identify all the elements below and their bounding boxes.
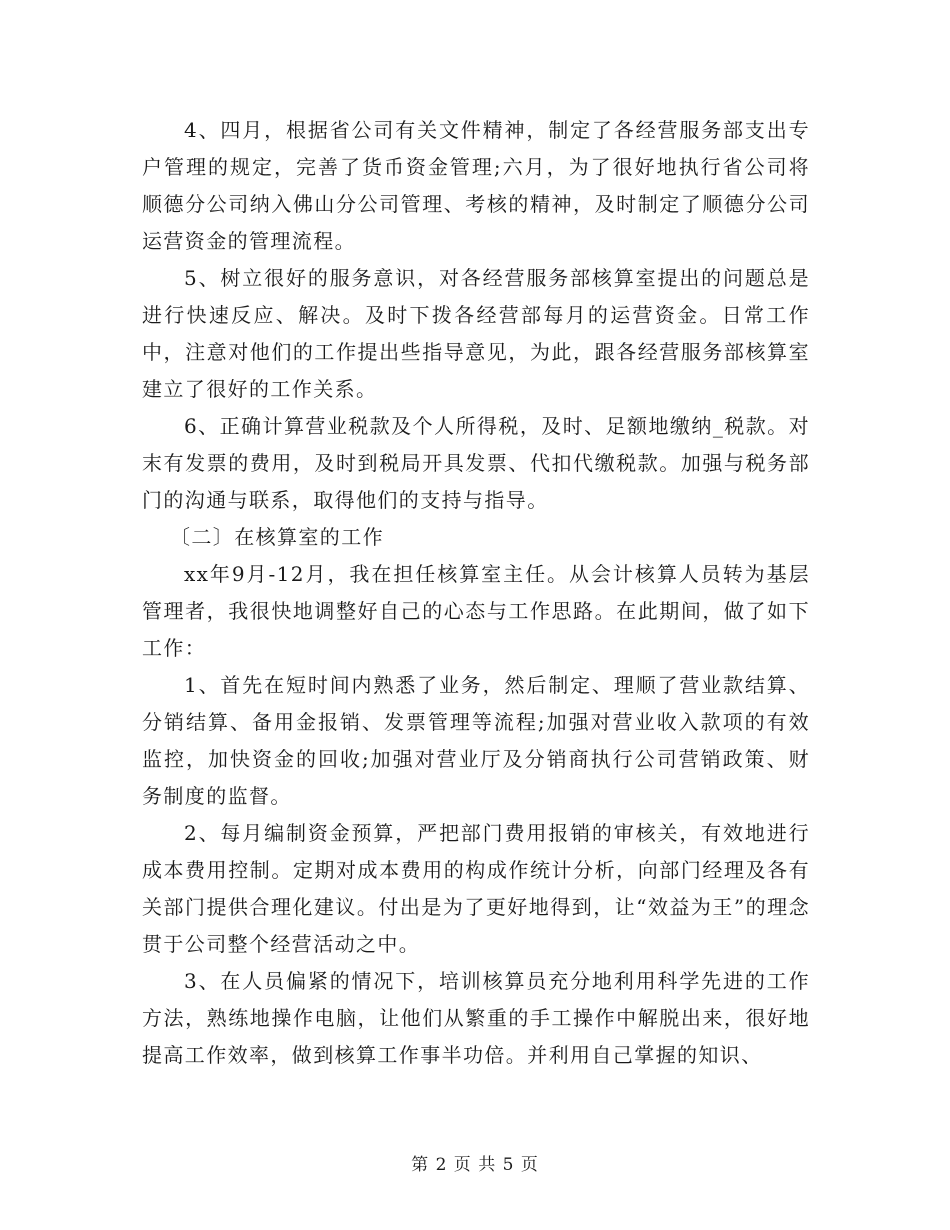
paragraph-item-4: 4、四月，根据省公司有关文件精神，制定了各经营服务部支出专户管理的规定，完善了货币资金管理;六月，为了很好地执行省公司将顺德分公司纳入佛山分公司管理、考核的精神，及时制定了顺德分公司运营资金的管理流程。 <box>142 118 810 253</box>
page-number-footer: 第 2 页 共 5 页 <box>411 1155 539 1175</box>
paragraph-item-5: 5、树立很好的服务意识，对各经营服务部核算室提出的问题总是进行快速反应、解决。及时下拨各经营部每月的运营资金。日常工作中，注意对他们的工作提出些指导意见，为此，跟各经营服务部核算室建立了很好的工作关系。 <box>142 266 810 401</box>
document-body <box>142 112 810 1074</box>
paragraph-intro: xx年9月-12月，我在担任核算室主任。从会计核算人员转为基层管理者，我很快地调整好自己的心态与工作思路。在此期间，做了如下工作： <box>142 562 810 660</box>
section-heading: 〔二〕在核算室的工作 <box>170 525 384 549</box>
paragraph-item-1: 1、首先在短时间内熟悉了业务，然后制定、理顺了营业款结算、分销结算、备用金报销、发票管理等流程;加强对营业收入款项的有效监控，加快资金的回收;加强对营业厅及分销商执行公司营销政策、财务制度的监督。 <box>142 673 810 808</box>
paragraph-item-2: 2、每月编制资金预算，严把部门费用报销的审核关，有效地进行成本费用控制。定期对成本费用的构成作统计分析，向部门经理及各有关部门提供合理化建议。付出是为了更好地得到，让“效益为王”的理念贯于公司整个经营活动之中。 <box>142 821 810 956</box>
paragraph-item-6: 6、正确计算营业税款及个人所得税，及时、足额地缴纳_税款。对末有发票的费用，及时到税局开具发票、代扣代缴税款。加强与税务部门的沟通与联系，取得他们的支持与指导。 <box>142 414 810 512</box>
paragraph-item-3: 3、在人员偏紧的情况下，培训核算员充分地利用科学先进的工作方法，熟练地操作电脑，让他们从繁重的手工操作中解脱出来，很好地提高工作效率，做到核算工作事半功倍。并利用自己掌握的知识、 <box>142 969 810 1067</box>
